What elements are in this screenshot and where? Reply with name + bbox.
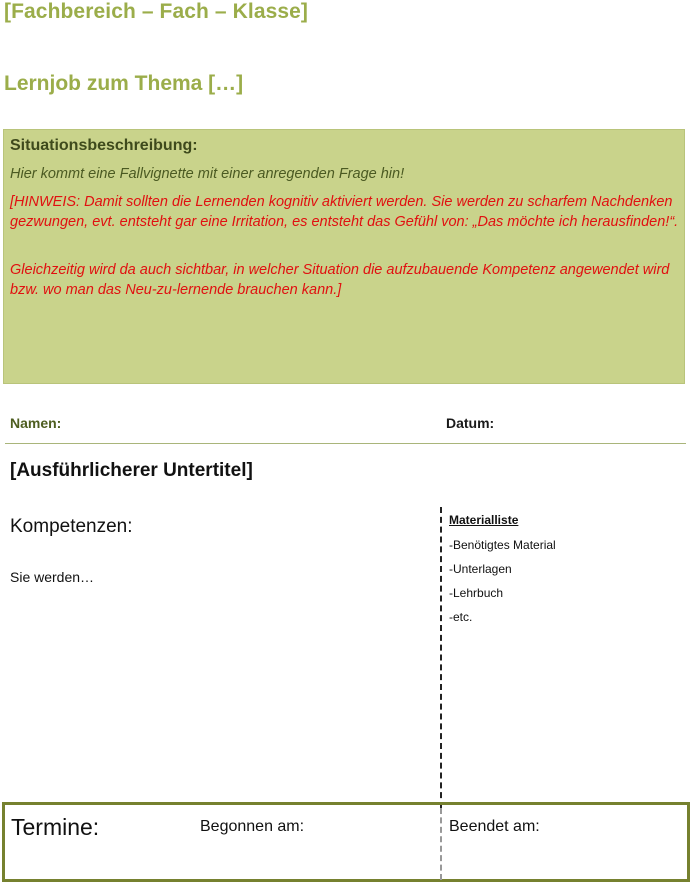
schedule-box — [2, 802, 690, 882]
materials-title: Materialliste — [449, 513, 519, 527]
materials-item: -Lehrbuch — [449, 586, 504, 600]
competences-title: Kompetenzen: — [10, 516, 133, 537]
names-rule — [5, 443, 686, 444]
situation-intro: Hier kommt eine Fallvignette mit einer anregenden Frage hin! — [10, 166, 405, 182]
materials-item: -Unterlagen — [449, 562, 512, 576]
situation-title: Situationsbeschreibung: — [10, 137, 198, 154]
ended-label: Beendet am: — [449, 818, 540, 835]
competences-body: Sie werden… — [10, 569, 95, 585]
document-title: Lernjob zum Thema […] — [4, 72, 244, 95]
materials-item: -Benötigtes Material — [449, 538, 556, 552]
subtitle: [Ausführlicherer Untertitel] — [10, 460, 253, 481]
names-label: Namen: — [10, 415, 62, 431]
schedule-divider — [440, 808, 442, 880]
schedule-title: Termine: — [11, 814, 100, 840]
situation-hint-2: Gleichzeitig wird da auch sichtbar, in welcher Situation die aufzubauende Kompetenz angewendet wird bzw. wo man das Neu-zu-lernende brauchen kann.] — [10, 262, 670, 298]
header-line-1: [Fachbereich – Fach – Klasse] — [4, 0, 309, 23]
date-label: Datum: — [446, 415, 495, 431]
started-label: Begonnen am: — [200, 818, 305, 835]
column-divider — [440, 507, 442, 808]
materials-list — [449, 537, 556, 633]
situation-hint-1: [HINWEIS: Damit sollten die Lernenden kognitiv aktiviert werden. Sie werden zu scharfem Nachdenken gezwungen, evt. entsteht gar eine Irritation, es entsteht das Gefühl von: „Das möchte ich herausfinden!“. — [10, 194, 679, 230]
materials-item: -etc. — [449, 610, 473, 624]
